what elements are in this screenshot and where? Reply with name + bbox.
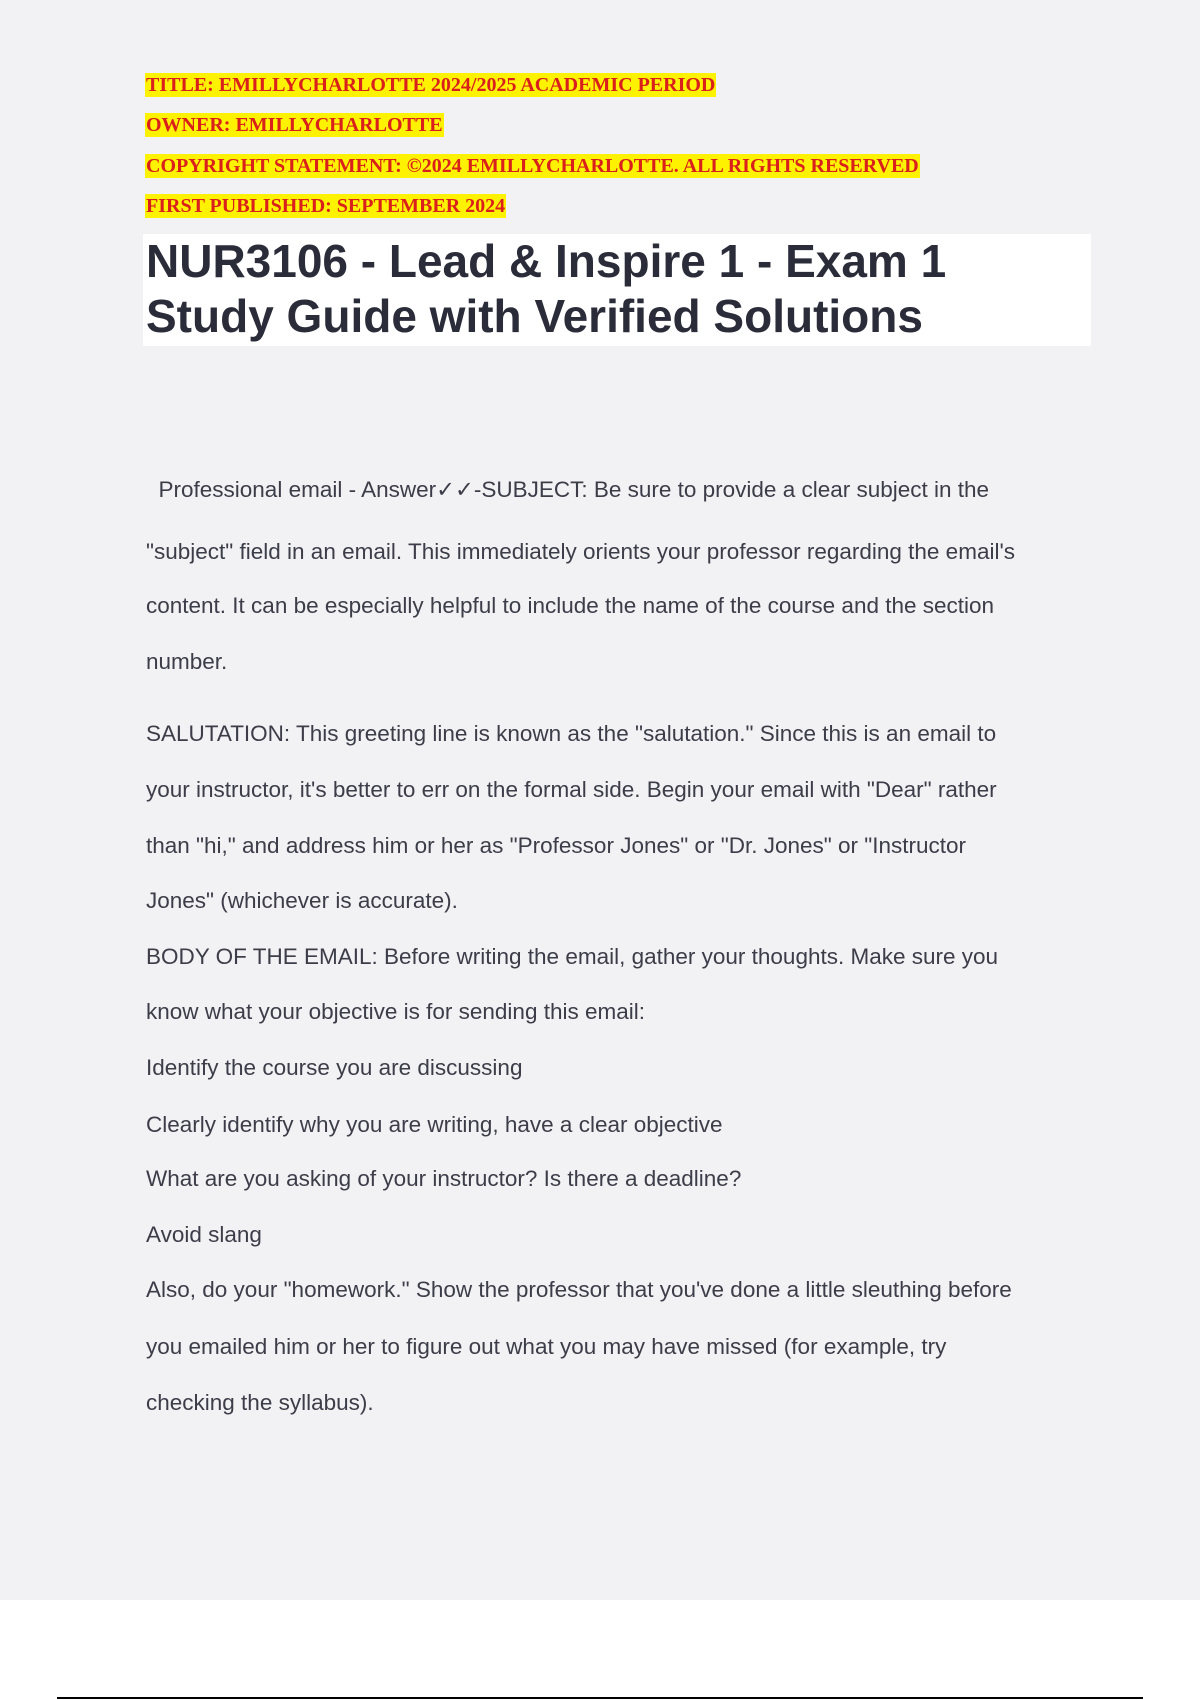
body-line: know what your objective is for sending this email: xyxy=(146,999,645,1024)
title-line-1: NUR3106 - Lead & Inspire 1 - Exam 1 xyxy=(146,235,947,287)
body-line: Professional email - Answer✓✓-SUBJECT: Be sure to provide a clear subject in the xyxy=(146,477,990,502)
body-line: BODY OF THE EMAIL: Before writing the email, gather your thoughts. Make sure you xyxy=(146,944,999,969)
body-line: Also, do your "homework." Show the professor that you've done a little sleuthing before xyxy=(146,1277,1012,1302)
meta-title: TITLE: EMILLYCHARLOTTE 2024/2025 ACADEMIC PERIOD xyxy=(146,74,716,96)
body-line: Jones" (whichever is accurate). xyxy=(146,888,458,913)
body-line: checking the syllabus). xyxy=(146,1390,374,1415)
body-line: you emailed him or her to figure out what you may have missed (for example, try xyxy=(146,1334,947,1359)
body-line: SALUTATION: This greeting line is known as the "salutation." Since this is an email to xyxy=(146,721,997,746)
body-line: than "hi," and address him or her as "Professor Jones" or "Dr. Jones" or "Instructor xyxy=(146,833,967,858)
body-line: number. xyxy=(146,649,228,674)
body-line: your instructor, it's better to err on the formal side. Begin your email with "Dear" rather xyxy=(146,777,997,802)
body-line: "subject" field in an email. This immediately orients your professor regarding the email's xyxy=(146,539,1015,564)
body-line: Avoid slang xyxy=(146,1222,262,1247)
meta-copyright: COPYRIGHT STATEMENT: ©2024 EMILLYCHARLOTTE. ALL RIGHTS RESERVED xyxy=(146,155,919,177)
body-line: What are you asking of your instructor? Is there a deadline? xyxy=(146,1166,742,1191)
page-bottom-rule xyxy=(57,1697,1143,1699)
body-line: content. It can be especially helpful to include the name of the course and the section xyxy=(146,593,995,618)
body-line: Identify the course you are discussing xyxy=(146,1055,523,1080)
meta-first-published: FIRST PUBLISHED: SEPTEMBER 2024 xyxy=(146,195,506,217)
document-title xyxy=(143,234,1091,346)
title-line-2: Study Guide with Verified Solutions xyxy=(146,290,923,342)
meta-owner: OWNER: EMILLYCHARLOTTE xyxy=(146,114,443,136)
body-line: Clearly identify why you are writing, have a clear objective xyxy=(146,1112,723,1137)
